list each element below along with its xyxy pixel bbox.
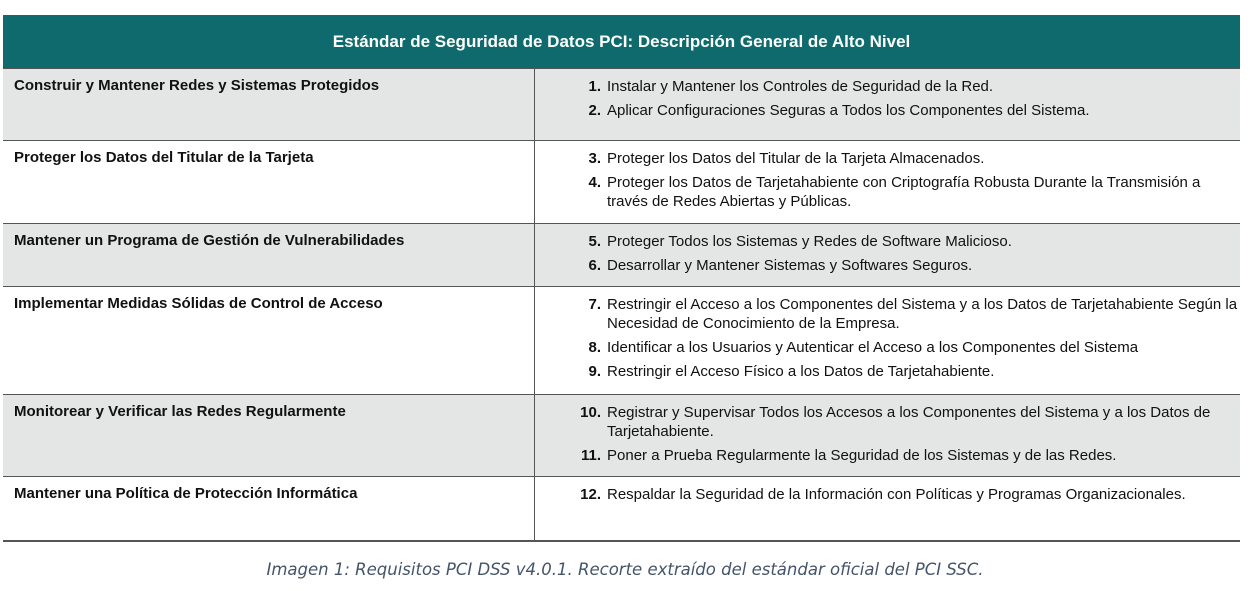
figure-caption: Imagen 1: Requisitos PCI DSS v4.0.1. Recorte extraído del estándar oficial del PCI SSC. [266, 560, 984, 579]
requirement-text: Poner a Prueba Regularmente la Seguridad de los Sistemas y de las Redes. [607, 447, 1117, 464]
requirements-cell [535, 477, 1240, 540]
requirement-item [579, 77, 1240, 96]
requirement-text: Restringir el Acceso Físico a los Datos de Tarjetahabiente. [607, 363, 995, 380]
requirement-item [579, 362, 1240, 381]
requirement-number: 4. [588, 174, 601, 191]
table-row [3, 286, 1240, 394]
table-row [3, 140, 1240, 223]
requirement-item [579, 446, 1240, 465]
requirement-text: Restringir el Acceso a los Componentes del Sistema y a los Datos de Tarjetahabiente Según la Necesidad de Conocimiento de la Empresa. [607, 296, 1238, 332]
requirement-item [579, 403, 1240, 441]
table-body [3, 68, 1240, 540]
requirement-number: 8. [588, 339, 601, 356]
requirement-item [579, 173, 1240, 211]
requirement-item [579, 295, 1240, 333]
requirement-number: 6. [588, 257, 601, 274]
goal-cell: Implementar Medidas Sólidas de Control de Acceso [3, 287, 535, 394]
requirement-number: 9. [588, 363, 601, 380]
requirement-text: Aplicar Configuraciones Seguras a Todos los Componentes del Sistema. [607, 102, 1090, 119]
table-bottom-border [3, 540, 1240, 542]
pci-dss-table [3, 15, 1240, 542]
requirement-number: 5. [588, 233, 601, 250]
requirement-item [579, 149, 1240, 168]
requirement-text: Respaldar la Seguridad de la Información con Políticas y Programas Organizacionales. [607, 486, 1186, 503]
table-row [3, 223, 1240, 286]
requirements-cell [535, 69, 1240, 140]
table-row [3, 394, 1240, 476]
requirement-number: 3. [588, 150, 601, 167]
requirements-cell [535, 224, 1240, 286]
requirement-text: Identificar a los Usuarios y Autenticar el Acceso a los Componentes del Sistema [607, 339, 1139, 356]
requirements-cell [535, 395, 1240, 476]
requirements-cell [535, 141, 1240, 223]
requirement-number: 1. [588, 78, 601, 95]
requirement-number: 11. [580, 447, 601, 464]
requirement-item [579, 101, 1240, 120]
requirement-text: Proteger los Datos del Titular de la Tarjeta Almacenados. [607, 150, 985, 167]
requirement-item [579, 338, 1240, 357]
requirement-item [579, 485, 1240, 504]
requirement-number: 10. [580, 404, 601, 421]
goal-cell: Monitorear y Verificar las Redes Regularmente [3, 395, 535, 476]
goal-cell: Mantener una Política de Protección Informática [3, 477, 535, 540]
requirement-number: 12. [580, 486, 601, 503]
goal-cell: Construir y Mantener Redes y Sistemas Protegidos [3, 69, 535, 140]
table-title: Estándar de Seguridad de Datos PCI: Descripción General de Alto Nivel [3, 15, 1240, 68]
goal-cell: Mantener un Programa de Gestión de Vulnerabilidades [3, 224, 535, 286]
requirement-text: Desarrollar y Mantener Sistemas y Softwares Seguros. [607, 257, 973, 274]
table-row [3, 68, 1240, 140]
goal-cell: Proteger los Datos del Titular de la Tarjeta [3, 141, 535, 223]
requirement-text: Registrar y Supervisar Todos los Accesos a los Componentes del Sistema y a los Datos de Tarjetahabiente. [607, 404, 1211, 440]
requirement-text: Instalar y Mantener los Controles de Seguridad de la Red. [607, 78, 994, 95]
requirement-number: 2. [588, 102, 601, 119]
requirement-text: Proteger Todos los Sistemas y Redes de Software Malicioso. [607, 233, 1012, 250]
requirement-item [579, 256, 1240, 275]
requirement-number: 7. [588, 296, 601, 313]
table-row [3, 476, 1240, 540]
requirement-item [579, 232, 1240, 251]
requirement-text: Proteger los Datos de Tarjetahabiente con Criptografía Robusta Durante la Transmisión a través de Redes Abiertas y Públicas. [607, 174, 1201, 210]
requirements-cell [535, 287, 1240, 394]
